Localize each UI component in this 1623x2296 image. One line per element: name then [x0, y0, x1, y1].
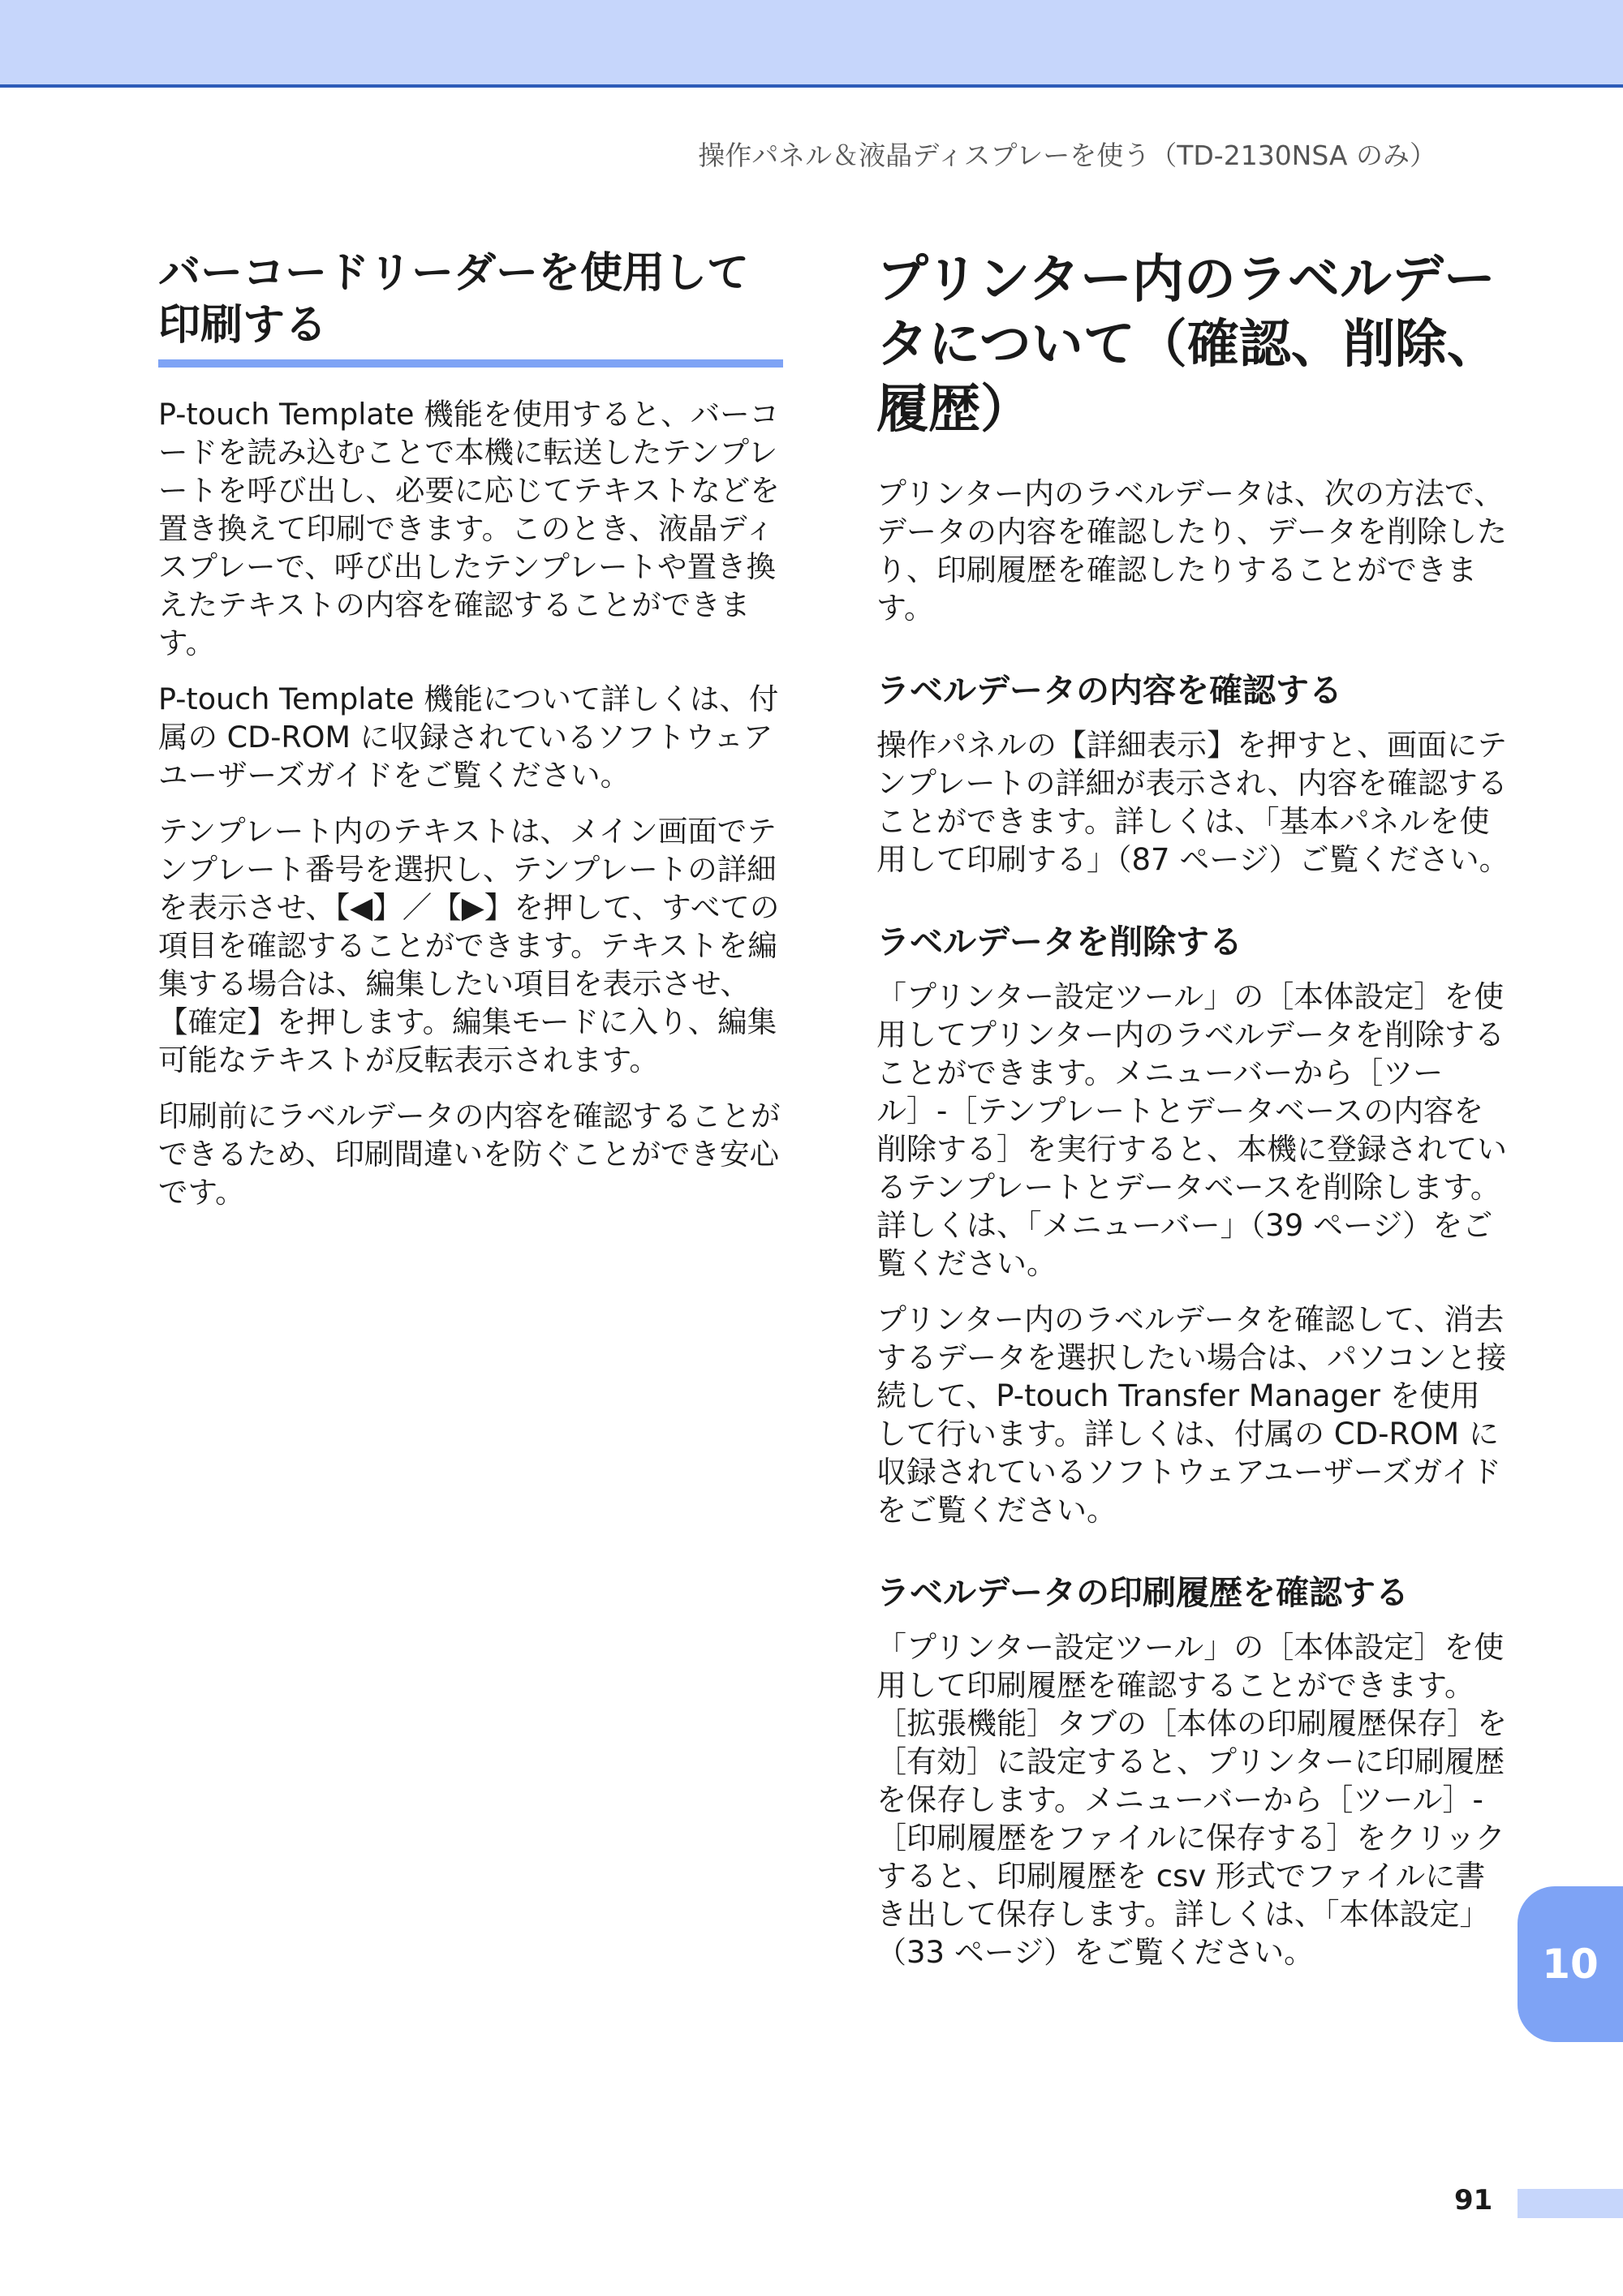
main-heading-label-data: プリンター内のラベルデータについて（確認、削除、履歴） — [876, 250, 1499, 440]
page-number: 91 — [1454, 2184, 1493, 2216]
paragraph: P-touch Template 機能について詳しくは、付属の CD-ROM に収録されているソフトウェアユーザーズガイドをご覧ください。 — [158, 681, 779, 793]
paragraph: 「プリンター設定ツール」の［本体設定］を使用してプリンター内のラベルデータを削除することができます。メニューバーから［ツール］-［テンプレートとデータベースの内容を削除する］を実行すると、本機に登録されているテンプレートとデータベースを削除します。詳しくは、「メニューバー」（39 ページ）をご覧ください。 — [876, 979, 1507, 1281]
running-header: 操作パネル＆液晶ディスプレーを使う（TD-2130NSA のみ） — [698, 140, 1436, 171]
paragraph: 操作パネルの【詳細表示】を押すと、画面にテンプレートの詳細が表示され、内容を確認することができます。詳しくは、「基本パネルを使用して印刷する」（87 ページ）ご覧ください。 — [876, 728, 1509, 877]
paragraph: 印刷前にラベルデータの内容を確認することができるため、印刷間違いを防ぐことができ安心です。 — [158, 1099, 781, 1210]
chapter-tab — [1518, 1886, 1623, 2042]
top-header-band — [0, 0, 1623, 88]
right-column — [876, 247, 1509, 1971]
paragraph: テンプレート内のテキストは、メイン画面でテンプレート番号を選択し、テンプレートの詳細を表示させ、【◀】／【▶】を押して、すべての項目を確認することができます。テキストを編集する場合は、編集したい項目を表示させ、【確定】を押します。編集モードに入り、編集可能なテキストが反転表示されます。 — [158, 814, 780, 1077]
intro-paragraph: プリンター内のラベルデータは、次の方法で、データの内容を確認したり、データを削除したり、印刷履歴を確認したりすることができます。 — [876, 476, 1507, 626]
paragraph: 「プリンター設定ツール」の［本体設定］を使用して印刷履歴を確認することができます。［拡張機能］タブの［本体の印刷履歴保存］を［有効］に設定すると、プリンターに印刷履歴を保存します。メニューバーから［ツール］-［印刷履歴をファイルに保存する］をクリックすると、印刷履歴を csv 形式でファイルに書き出して保存します。詳しくは、「本体設定」（33 ページ）をご覧ください。 — [876, 1630, 1507, 1970]
paragraph: P-touch Template 機能を使用すると、バーコードを読み込むことで本機に転送したテンプレートを呼び出し、必要に応じてテキストなどを置き換えて印刷できます。このとき、液晶ディスプレーで、呼び出したテンプレートや置き換えたテキストの内容を確認することができます。 — [158, 397, 780, 660]
chapter-number: 10 — [1542, 1941, 1599, 1988]
subheading-print-history: ラベルデータの印刷履歴を確認する — [876, 1573, 1409, 1612]
page-footer-bar — [1518, 2189, 1623, 2218]
paragraph: プリンター内のラベルデータを確認して、消去するデータを選択したい場合は、パソコンと接続して、P-touch Transfer Manager を使用して行います。詳しくは、付属の CD-ROM に収録されているソフトウェアユーザーズガイドをご覧ください。 — [876, 1302, 1507, 1528]
subheading-delete: ラベルデータを削除する — [876, 922, 1242, 961]
subheading-check-contents: ラベルデータの内容を確認する — [876, 671, 1342, 710]
section-heading-barcode: バーコードリーダーを使用して印刷する — [158, 247, 783, 368]
left-column — [158, 247, 783, 1211]
